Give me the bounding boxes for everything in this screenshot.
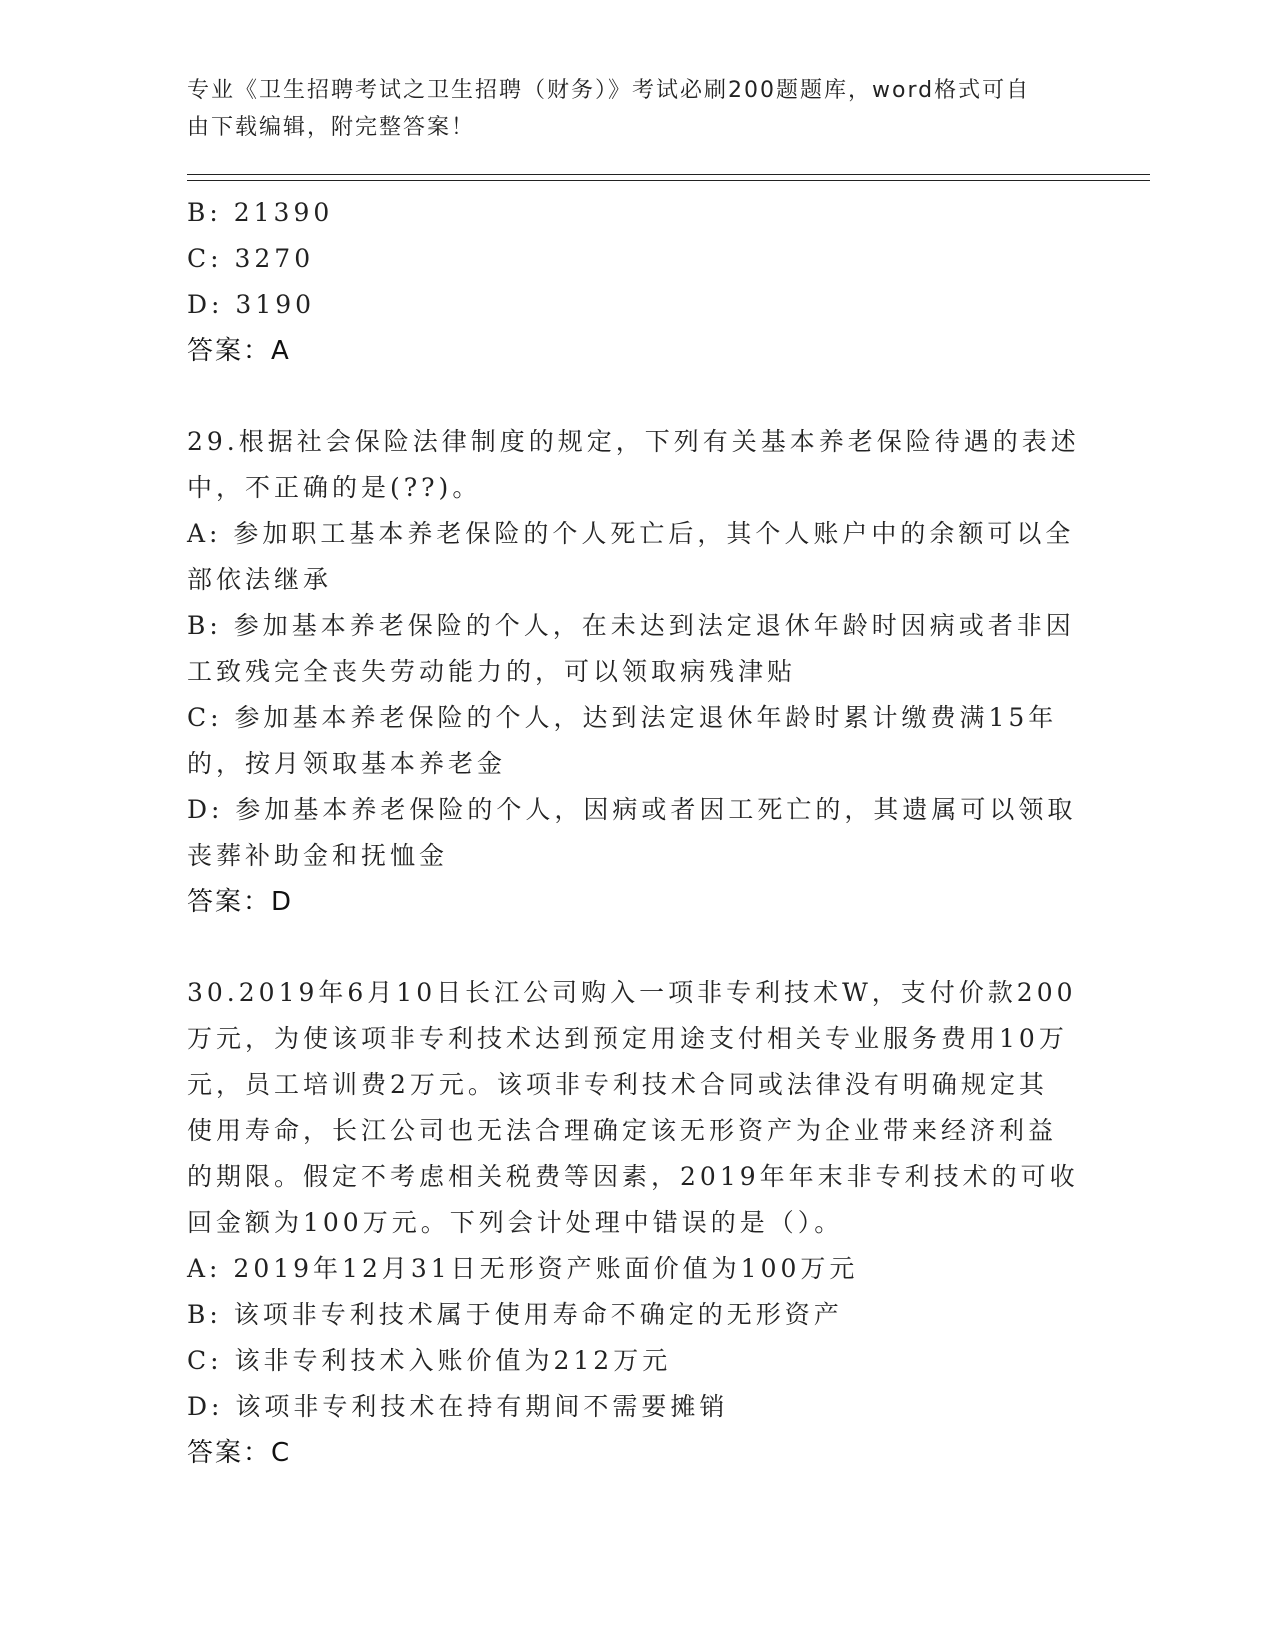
- option-c-continued: 的，按月领取基本养老金: [187, 749, 507, 778]
- document-header: [187, 72, 1067, 146]
- answer-line: 答案：C: [187, 1438, 292, 1468]
- option-c: C: 3270: [187, 244, 315, 273]
- header-divider-top: [187, 174, 1150, 175]
- document-body: [187, 190, 1087, 1476]
- option-b: B: 参加基本养老保险的个人，在未达到法定退休年龄时因病或者非因: [187, 611, 1075, 640]
- question-stem: 30.2019年6月10日长江公司购入一项非专利技术W，支付价款200: [187, 978, 1077, 1007]
- option-a: A: 参加职工基本养老保险的个人死亡后，其个人账户中的余额可以全: [187, 519, 1075, 548]
- question-stem: 的期限。假定不考虑相关税费等因素，2019年年末非专利技术的可收: [187, 1162, 1079, 1191]
- option-d: D: 3190: [187, 290, 316, 319]
- header-divider-bottom: [187, 180, 1150, 181]
- option-d: D: 该项非专利技术在持有期间不需要摊销: [187, 1392, 729, 1421]
- question-spacer: [187, 925, 1087, 970]
- option-c: C: 该非专利技术入账价值为212万元: [187, 1346, 672, 1375]
- question-stem: 万元，为使该项非专利技术达到预定用途支付相关专业服务费用10万: [187, 1024, 1068, 1053]
- option-a-continued: 部依法继承: [187, 565, 333, 594]
- option-b: B: 21390: [187, 198, 334, 227]
- answer-line: 答案：A: [187, 336, 291, 366]
- header-title-line-1: 专业《卫生招聘考试之卫生招聘（财务）》考试必刷200题题库，word格式可自: [187, 78, 1031, 103]
- previous-question-tail: [187, 190, 1087, 374]
- option-d: D: 参加基本养老保险的个人，因病或者因工死亡的，其遗属可以领取: [187, 795, 1077, 824]
- question-30: [187, 970, 1087, 1476]
- question-stem: 元，员工培训费2万元。该项非专利技术合同或法律没有明确规定其: [187, 1070, 1048, 1099]
- question-stem: 回金额为100万元。下列会计处理中错误的是（）。: [187, 1208, 844, 1237]
- answer-line: 答案：D: [187, 887, 294, 917]
- question-stem: 中，不正确的是(??)。: [187, 473, 482, 502]
- option-d-continued: 丧葬补助金和抚恤金: [187, 841, 449, 870]
- option-b-continued: 工致残完全丧失劳动能力的，可以领取病残津贴: [187, 657, 797, 686]
- option-c: C: 参加基本养老保险的个人，达到法定退休年龄时累计缴费满15年: [187, 703, 1058, 732]
- question-stem: 29.根据社会保险法律制度的规定，下列有关基本养老保险待遇的表述: [187, 427, 1080, 456]
- question-spacer: [187, 374, 1087, 419]
- question-stem: 使用寿命，长江公司也无法合理确定该无形资产为企业带来经济利益: [187, 1116, 1058, 1145]
- option-b: B: 该项非专利技术属于使用寿命不确定的无形资产: [187, 1300, 843, 1329]
- question-29: [187, 419, 1087, 925]
- option-a: A: 2019年12月31日无形资产账面价值为100万元: [187, 1254, 859, 1283]
- header-title-line-2: 由下载编辑，附完整答案！: [187, 115, 476, 140]
